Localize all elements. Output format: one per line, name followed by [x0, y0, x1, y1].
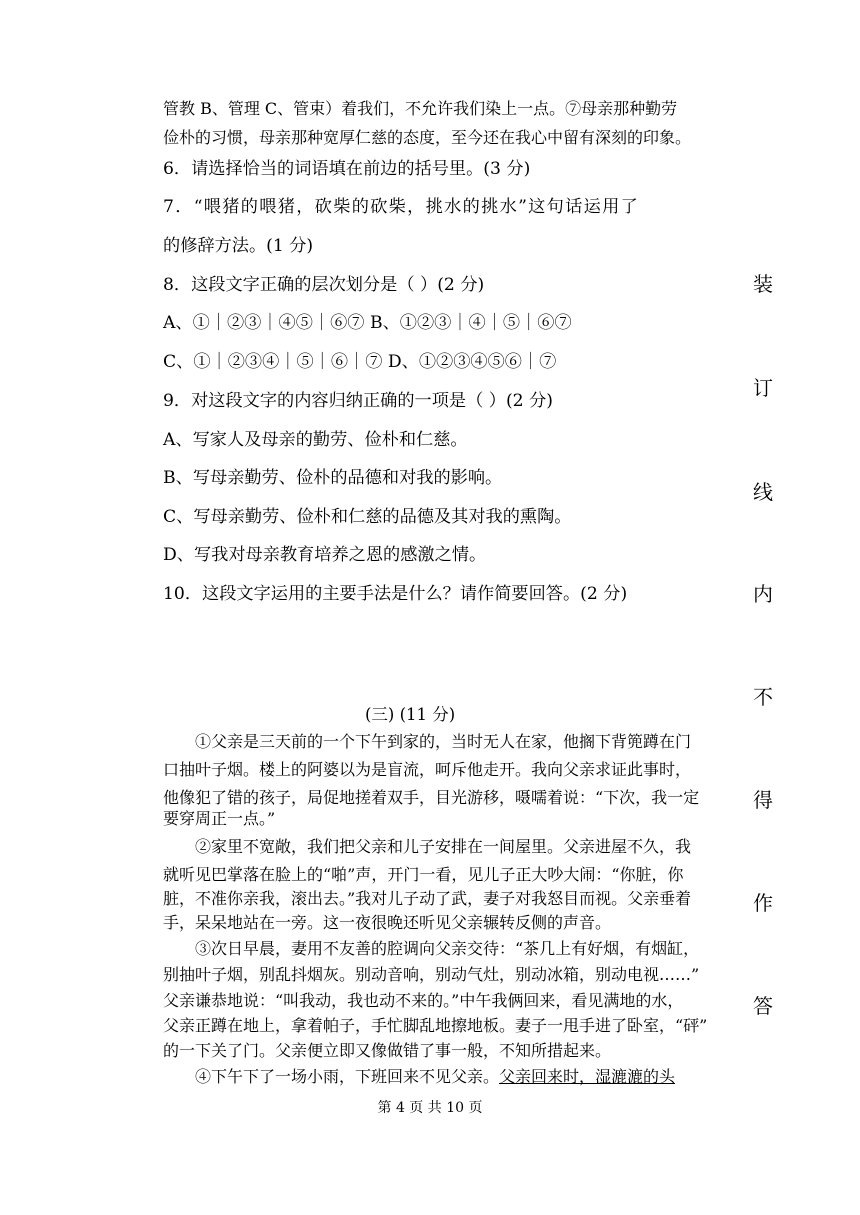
question-8: 8．这段文字正确的层次划分是（ ）(2 分)	[163, 275, 485, 295]
passage-line: 脏，不准你亲我，滚出去。”我对儿子动了武，妻子对我怒目而视。父亲垂着	[163, 889, 692, 908]
passage-line: ①父亲是三天前的一个下午到家的，当时无人在家，他搁下背篼蹲在门	[195, 732, 692, 751]
option-a: A、写家人及母亲的勤劳、俭朴和仁慈。	[163, 430, 468, 450]
option-line: C、①｜②③④｜⑤｜⑥｜⑦ D、①②③④⑤⑥｜⑦	[163, 352, 557, 372]
binding-char: 内	[753, 582, 773, 606]
passage-line: 要穿周正一点。”	[163, 809, 276, 828]
option-b: B、写母亲勤劳、俭朴的品德和对我的影响。	[163, 468, 503, 488]
binding-char: 订	[753, 376, 773, 400]
text-line: 管教 B、管理 C、管束）着我们，不允许我们染上一点。⑦母亲那种勤劳	[163, 99, 678, 118]
question-6: 6．请选择恰当的词语填在前边的括号里。(3 分)	[163, 159, 531, 179]
passage-line: ③次日早晨，妻用不友善的腔调向父亲交待：“茶几上有好烟，有烟缸，	[195, 939, 700, 958]
passage-line: 的一下关了门。父亲便立即又像做错了事一般，不知所措起来。	[163, 1041, 612, 1060]
binding-char: 不	[753, 685, 773, 709]
option-line: A、①｜②③｜④⑤｜⑥⑦ B、①②③｜④｜⑤｜⑥⑦	[163, 313, 572, 333]
option-c: C、写母亲勤劳、俭朴和仁慈的品德及其对我的熏陶。	[163, 507, 572, 527]
page-footer: 第 4 页 共 10 页	[377, 1100, 483, 1116]
question-9: 9．对这段文字的内容归纳正确的一项是（ ）(2 分)	[163, 391, 553, 411]
passage-line: 父亲谦恭地说：“叫我动，我也动不来的。”中午我俩回来，看见满地的水，	[163, 991, 684, 1010]
passage-last-line	[195, 1064, 675, 1087]
passage-text: ④下午下了一场小雨，下班回来不见父亲。	[195, 1067, 500, 1086]
passage-line: 就听见巴掌落在脸上的“啪”声，开门一看，见儿子正大吵大闹：“你脏，你	[163, 865, 684, 884]
passage-line: 口抽叶子烟。楼上的阿婆以为是盲流，呵斥他走开。我向父亲求证此事时，	[163, 760, 692, 779]
passage-line: ②家里不宽敞，我们把父亲和儿子安排在一间屋里。父亲进屋不久，我	[195, 837, 692, 856]
option-d: D、写我对母亲教育培养之恩的感激之情。	[163, 545, 487, 565]
passage-line: 别抽叶子烟，别乱抖烟灰。别动音响，别动气灶，别动冰箱，别动电视……”	[163, 965, 700, 984]
binding-char: 得	[753, 788, 773, 812]
text-line: 俭朴的习惯，母亲那种宽厚仁慈的态度，至今还在我心中留有深刻的印象。	[163, 128, 692, 147]
section-title: (三) (11 分)	[365, 705, 456, 724]
question-7-cont: 的修辞方法。(1 分)	[163, 236, 314, 256]
binding-char: 作	[753, 891, 773, 915]
underlined-text: 父亲回来时，湿漉漉的头	[499, 1067, 676, 1086]
binding-char: 装	[753, 272, 773, 296]
binding-char: 答	[753, 994, 773, 1018]
passage-line: 他像犯了错的孩子，局促地搓着双手，目光游移，嗫嚅着说：“下次，我一定	[163, 788, 700, 807]
binding-char: 线	[753, 480, 773, 504]
passage-line: 父亲正蹲在地上，拿着帕子，手忙脚乱地擦地板。妻子一甩手进了卧室，“砰”	[163, 1016, 708, 1035]
passage-line: 手，呆呆地站在一旁。这一夜很晚还听见父亲辗转反侧的声音。	[163, 913, 612, 932]
question-10: 10．这段文字运用的主要手法是什么？请作简要回答。(2 分)	[163, 584, 628, 604]
question-7: 7．“喂猪的喂猪，砍柴的砍柴，挑水的挑水”这句话运用了	[163, 197, 640, 217]
